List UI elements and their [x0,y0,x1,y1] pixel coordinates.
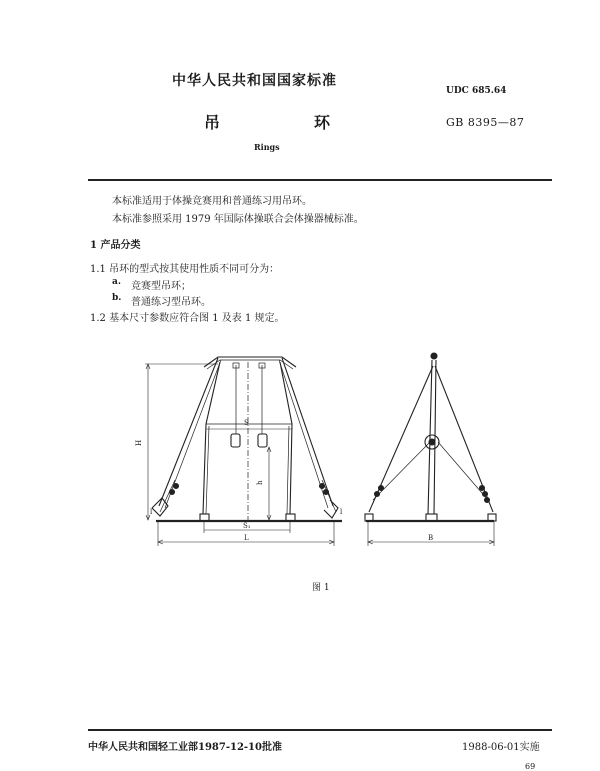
item-b-text: 普通练习型吊环。 [131,297,211,308]
item-a-text: 竞赛型吊环； [131,281,191,292]
label-l-right: l [340,508,343,516]
label-B: B [428,534,434,542]
label-H: H [135,439,143,446]
label-S: S [244,419,249,427]
effective-date: 1988-06-01实施 [462,742,540,753]
figure-caption: 图 1 [312,583,330,593]
intro-line-2: 本标准参照采用 1979 年国际体操联合会体操器械标准。 [112,214,364,225]
item-b-marker: b. [112,293,122,303]
standard-title: 中华人民共和国国家标准 [172,73,337,89]
section-1-1: 1.1 吊环的型式按其使用性质不同可分为： [90,264,280,275]
page-number: 69 [525,762,536,771]
approval-note: 中华人民共和国轻工业部1987-12-10批准 [88,742,282,753]
front-view [135,357,343,546]
doc-title-char-2: 环 [314,113,331,132]
section-1-2: 1.2 基本尺寸参数应符合图 1 及表 1 规定。 [90,313,285,324]
label-h: h [256,480,264,485]
doc-subtitle: Rings [254,142,280,152]
gb-number: GB 8395—87 [446,116,525,129]
side-view [365,353,496,546]
label-S1: S₁ [243,522,251,530]
udc-number: UDC 685.64 [446,86,507,96]
section-1-heading: 1 产品分类 [90,240,141,251]
item-a-marker: a. [112,277,121,287]
label-L: L [244,534,249,542]
doc-title-char-1: 吊 [204,113,221,132]
footer-divider [88,729,552,731]
intro-line-1: 本标准适用于体操竞赛用和普通练习用吊环。 [112,196,312,207]
label-l-left: l [150,508,153,516]
